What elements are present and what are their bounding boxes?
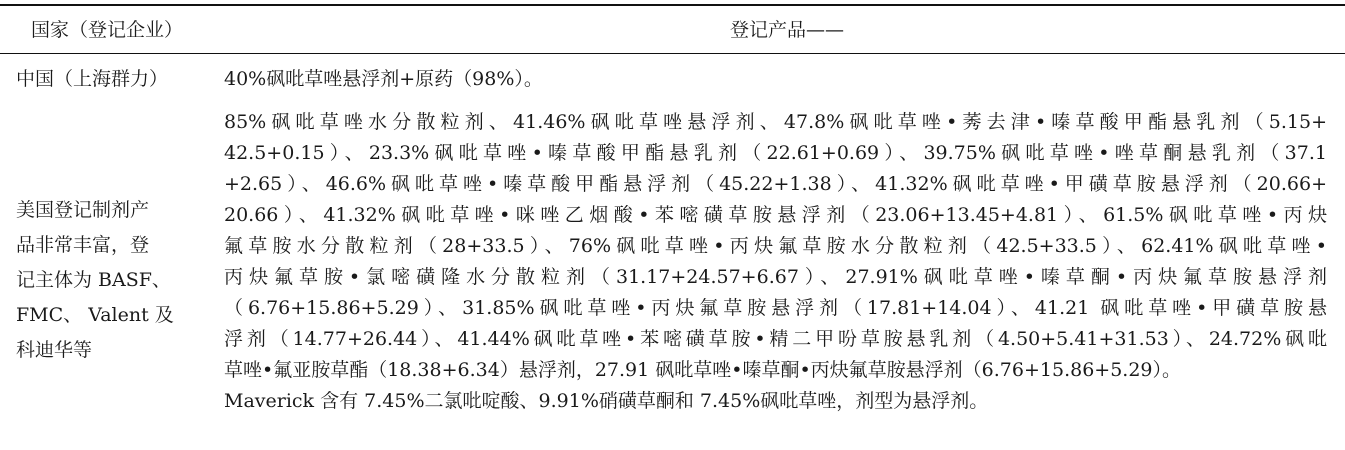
usa-products-line: 42.5+0.15）、23.3%砜吡草唑•嗪草酸甲酯悬乳剂（22.61+0.69）、39.75%砜吡草唑•唑草酮悬乳剂（37.1 (224, 142, 1327, 164)
usa-country-cell (16, 193, 174, 368)
china-products-cell: 40%砜吡草唑悬浮剂+原药（98%）。 (224, 68, 543, 90)
table-top-rule (0, 4, 1345, 6)
usa-products-line: 丙炔氟草胺•氯嘧磺隆水分散粒剂（31.17+24.57+6.67）、27.91%砜吡草唑•嗪草酮•丙炔氟草胺悬浮剂 (224, 266, 1327, 288)
usa-products-line: （6.76+15.86+5.29）、31.85%砜吡草唑•丙炔氟草胺悬浮剂（17.81+14.04）、41.21 砜吡草唑•甲磺草胺悬 (224, 297, 1327, 319)
usa-products-line: 草唑•氟亚胺草酯（18.38+6.34）悬浮剂，27.91 砜吡草唑•嗪草酮•丙炔氟草胺悬浮剂（6.76+15.86+5.29）。 (224, 359, 1182, 381)
usa-country-line: 记主体为 BASF、 (16, 269, 171, 291)
header-products: 登记产品—— (730, 19, 845, 41)
usa-products-line: 浮剂（14.77+26.44）、41.44%砜吡草唑•苯嘧磺草胺•精二甲吩草胺悬乳剂（4.50+5.41+31.53）、24.72%砜吡 (224, 328, 1327, 350)
usa-country-line: FMC、 Valent 及 (16, 304, 174, 326)
table-header-rule (0, 53, 1345, 54)
usa-country-line: 美国登记制剂产 (16, 199, 150, 221)
usa-products-line: 氟草胺水分散粒剂（28+33.5）、76%砜吡草唑•丙炔氟草胺水分散粒剂（42.5+33.5）、62.41%砜吡草唑• (224, 235, 1327, 257)
usa-products-line: Maverick 含有 7.45%二氯吡啶酸、9.91%硝磺草酮和 7.45%砜吡草唑，剂型为悬浮剂。 (224, 390, 989, 412)
china-country-cell: 中国（上海群力） (16, 68, 169, 90)
usa-country-line: 科迪华等 (16, 339, 93, 361)
usa-products-line: 85%砜吡草唑水分散粒剂、41.46%砜吡草唑悬浮剂、47.8%砜吡草唑•莠去津•嗪草酸甲酯悬乳剂（5.15+ (224, 111, 1327, 133)
header-country: 国家（登记企业） (31, 19, 184, 41)
usa-products-line: +2.65）、46.6%砜吡草唑•嗪草酸甲酯悬浮剂（45.22+1.38）、41.32%砜吡草唑•甲磺草胺悬浮剂（20.66+ (224, 173, 1327, 195)
usa-products-line: 20.66）、41.32%砜吡草唑•咪唑乙烟酸•苯嘧磺草胺悬浮剂（23.06+13.45+4.81）、61.5%砜吡草唑•丙炔 (224, 204, 1327, 226)
usa-country-line: 品非常丰富，登 (16, 234, 150, 256)
